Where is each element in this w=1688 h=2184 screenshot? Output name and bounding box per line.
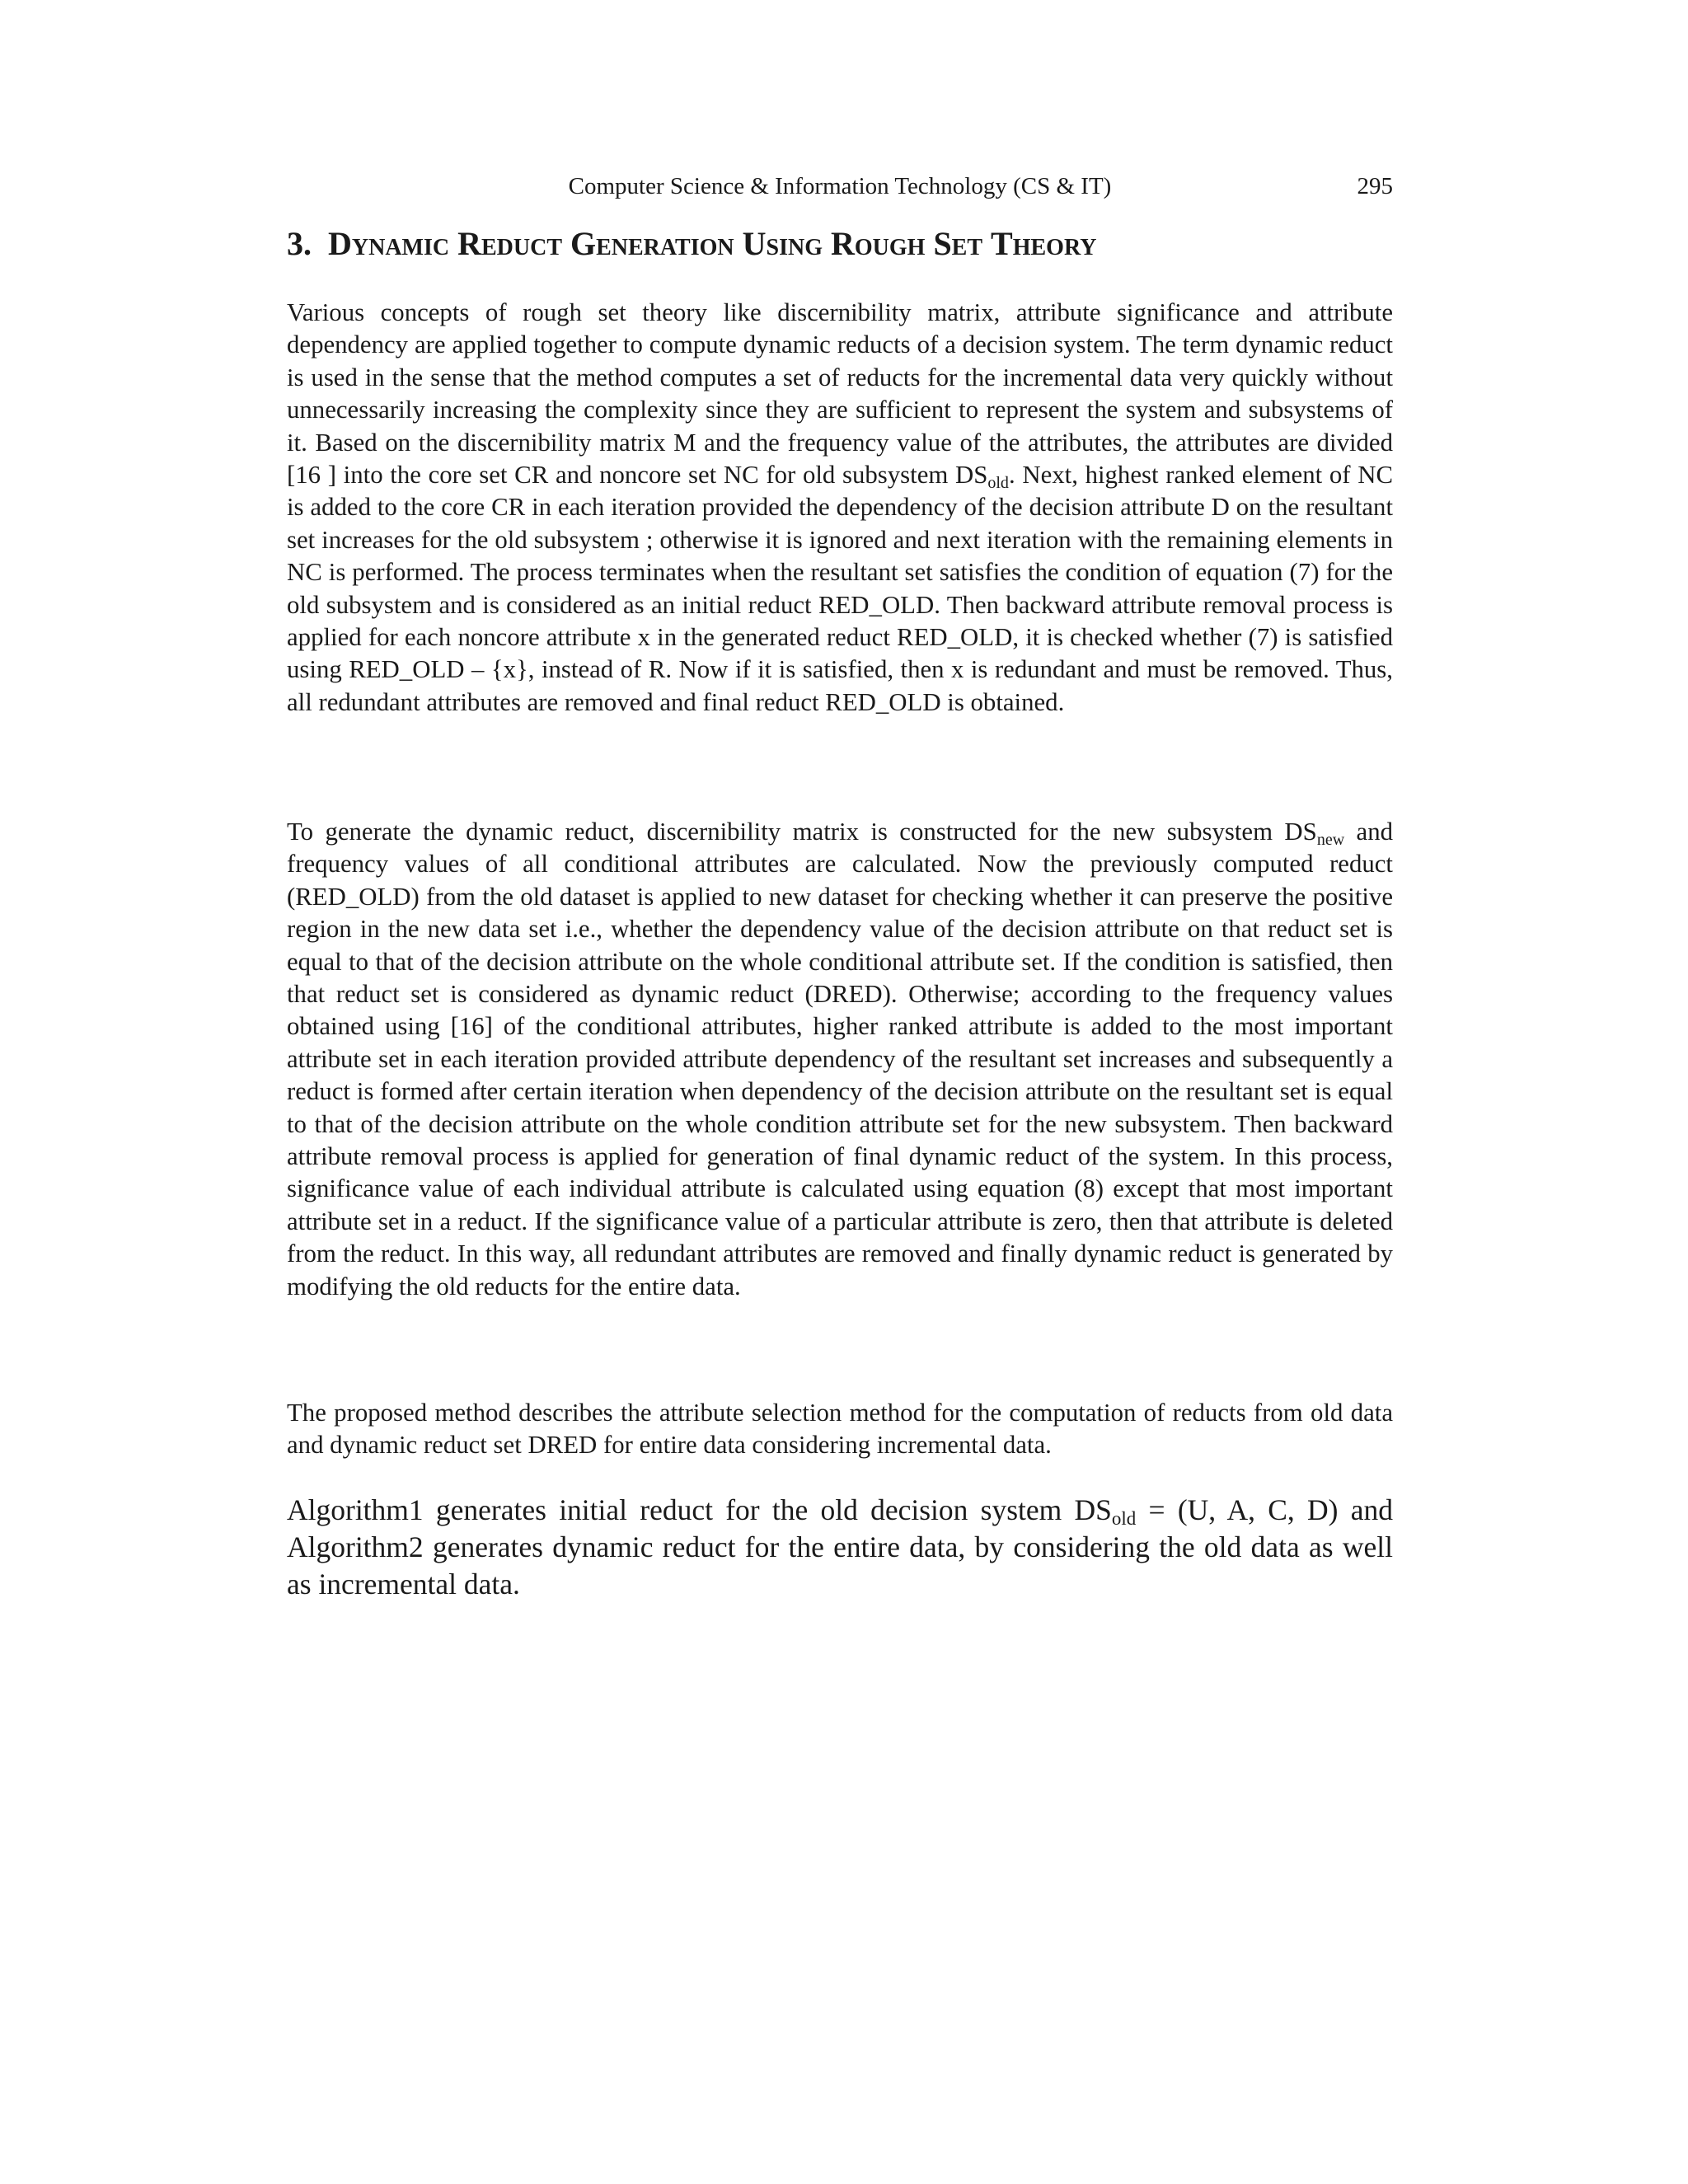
paragraph-text: . Next, highest ranked element of NC is added to the core CR in each iteration provided the dependency of the decision attribute D on the resultant set increases for the old subsystem ; otherwise it is ignored and next iteration with the remaining elements in NC is performed. The process terminates when the resultant set satisfies the condition of equation (7) for the old subsystem and is considered as an initial reduct RED_OLD. Then backward attribute removal process is applied for each noncore attribute x in the generated reduct RED_OLD, it is checked whether (7) is satisfied using RED_OLD – {x}, instead of R. Now if it is satisfied, then x is redundant and must be removed. Thus, all redundant attributes are removed and final reduct RED_OLD is obtained. bbox=[287, 461, 1393, 716]
page-number: 295 bbox=[1357, 173, 1393, 199]
paragraph-text: To generate the dynamic reduct, discernibility matrix is constructed for the new subsystem DS bbox=[287, 818, 1317, 846]
body-paragraph bbox=[287, 1492, 1393, 1603]
subscript: old bbox=[1111, 1508, 1137, 1529]
subscript: new bbox=[1316, 831, 1345, 849]
paragraph-text: Algorithm1 generates initial reduct for the old decision system DS bbox=[287, 1493, 1112, 1526]
section-heading bbox=[287, 221, 1393, 267]
section-number: 3. bbox=[287, 225, 312, 262]
journal-title: Computer Science & Information Technology (CS & IT) bbox=[568, 173, 1112, 199]
paragraph-text: = (U, A, C, D) and Algorithm2 generates dynamic reduct for the entire data, by considering the old data as well as incremental data. bbox=[287, 1493, 1393, 1601]
section-title-word: Reduct bbox=[457, 225, 562, 262]
body-paragraph bbox=[287, 297, 1393, 719]
body-paragraph bbox=[287, 816, 1393, 1303]
paragraph-text: The proposed method describes the attribute selection method for the computation of reducts from old data and dynamic reduct set DRED for entire data considering incremental data. bbox=[287, 1399, 1393, 1460]
section-title-word: Using bbox=[742, 225, 823, 262]
section-title-word: Theory bbox=[991, 225, 1097, 262]
section-title-word: Dynamic bbox=[328, 225, 450, 262]
section-title-word: Generation bbox=[570, 225, 734, 262]
section-title-word: Set bbox=[933, 225, 983, 262]
paragraph-text: and frequency values of all conditional attributes are calculated. Now the previously computed reduct (RED_OLD) from the old dataset is applied to new dataset for checking whether it can preserve the positive region in the new data set i.e., whether the dependency value of the decision attribute on that reduct set is equal to that of the decision attribute on the whole conditional attribute set. If the condition is satisfied, then that reduct set is considered as dynamic reduct (DRED). Otherwise; according to the frequency values obtained using [16] of the conditional attributes, higher ranked attribute is added to the most important attribute set in each iteration provided attribute dependency of the resultant set increases and subsequently a reduct is formed after certain iteration when dependency of the decision attribute on the resultant set is equal to that of the decision attribute on the whole condition attribute set for the new subsystem. Then backward attribute removal process is applied for generation of final dynamic reduct of the system. In this process, significance value of each individual attribute is calculated using equation (8) except that most important attribute set in a reduct. If the significance value of a particular attribute is zero, then that attribute is deleted from the reduct. In this way, all redundant attributes are removed and finally dynamic reduct is generated by modifying the old reducts for the entire data. bbox=[287, 818, 1394, 1301]
section-title-word: Rough bbox=[830, 225, 926, 262]
body-paragraph bbox=[287, 1397, 1393, 1462]
subscript: old bbox=[987, 474, 1009, 493]
paragraph-text: Various concepts of rough set theory like discernibility matrix, attribute significance and attribute dependency are applied together to compute dynamic reducts of a decision system. The term dynamic reduct is used in the sense that the method computes a set of reducts for the incremental data very quickly without unnecessarily increasing the complexity since they are sufficient to represent the system and subsystems of it. Based on the discernibility matrix M and the frequency value of the attributes, the attributes are divided [16 ] into the core set CR and noncore set NC for old subsystem DS bbox=[287, 298, 1393, 490]
running-header bbox=[287, 170, 1393, 203]
